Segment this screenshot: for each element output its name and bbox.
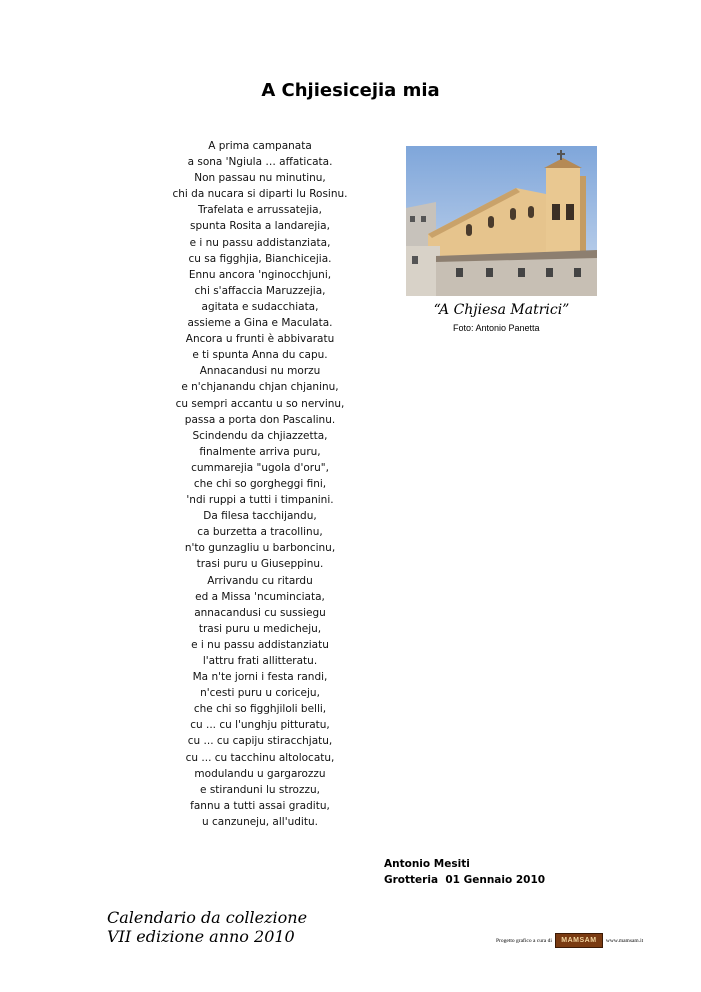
graphic-credits xyxy=(496,933,643,948)
poem-line: annacandusi cu sussiegu xyxy=(194,606,326,619)
calendar-line-2: VII edizione anno 2010 xyxy=(107,927,295,946)
poem-line: Ennu ancora 'nginocchjuni, xyxy=(188,268,332,281)
poem-line: u canzuneju, all'uditu. xyxy=(202,815,318,828)
poem-line: che chi so figghjiloli belli, xyxy=(193,703,327,716)
poem-line: finalmente arriva puru, xyxy=(199,445,321,458)
poem-line: spunta Rosita a landarejia, xyxy=(190,220,330,233)
poem-line: ca burzetta a tracollinu, xyxy=(197,526,323,539)
poem-line: e n'chjanandu chjan chjaninu, xyxy=(181,381,339,394)
poem-line: a sona 'Ngiula … affaticata. xyxy=(187,156,333,169)
poem-line: n'to gunzagliu u barboncinu, xyxy=(184,542,336,555)
poem-line: chi da nucara si diparti lu Rosinu. xyxy=(172,188,348,201)
poem-line: Scindendu da chjiazzetta, xyxy=(192,429,328,442)
poem-line: assieme a Gina e Maculata. xyxy=(187,317,333,330)
poem-line: cu ... cu l'unghju pitturatu, xyxy=(190,719,330,732)
poem-line: che chi so gorgheggi fini, xyxy=(193,477,327,490)
poem-line: cu sempri accantu u so nervinu, xyxy=(175,397,345,410)
poem-line: Non passau nu minutinu, xyxy=(194,172,326,185)
poem-line: trasi puru u medicheju, xyxy=(198,622,322,635)
place-date: Grotteria 01 Gennaio 2010 xyxy=(384,874,546,886)
poem-line: cu ... cu tacchinu altolocatu, xyxy=(185,751,335,764)
logo-text: MAMSAM xyxy=(561,937,597,944)
photo-caption: “A Chjiesa Matrici” xyxy=(433,302,570,318)
poem-line: Da filesa tacchijandu, xyxy=(203,510,317,523)
poem-line: cummarejia "ugola d'oru", xyxy=(191,461,329,474)
poem-line: fannu a tutti assai graditu, xyxy=(190,799,330,812)
poem-line: n'cesti puru u coriceju, xyxy=(200,687,320,700)
poem-line: e ti spunta Anna du capu. xyxy=(192,349,328,362)
poem-line: 'ndi ruppi a tutti i timpanini. xyxy=(186,494,334,507)
poem-line: passa a porta don Pascalinu. xyxy=(184,413,336,426)
calendar-line-1: Calendario da collezione xyxy=(107,908,308,927)
website-link[interactable]: www.mamsam.it xyxy=(605,937,644,944)
poem-line: e i nu passu addistanziata, xyxy=(189,236,331,249)
poem-line: cu sa figghjia, Bianchicejia. xyxy=(188,252,332,265)
poem-line: chi s'affaccia Maruzzejia, xyxy=(194,284,326,297)
calendar-edition xyxy=(107,908,307,946)
mamsam-logo-icon xyxy=(555,933,603,948)
poem-line: ed a Missa 'ncuminciata, xyxy=(195,590,325,603)
poem-line: trasi puru u Giuseppinu. xyxy=(196,558,324,571)
poem-line: Trafelata e arrussatejia, xyxy=(198,204,322,217)
credits-text: Progetto grafico a cura di xyxy=(496,937,552,944)
poem-line: modulandu u gargarozzu xyxy=(194,767,326,780)
poem-line: l'attru frati allitteratu. xyxy=(202,655,318,667)
poem-line: A prima campanata xyxy=(208,140,312,152)
church-photo xyxy=(406,146,597,296)
poem-line: Annacandusi nu morzu xyxy=(199,365,321,378)
church-photo-icon xyxy=(406,146,597,296)
poem-line: Ma n'te jorni i festa randi, xyxy=(192,671,328,684)
poem-line: cu ... cu capiju stiracchjatu, xyxy=(187,735,333,748)
poem xyxy=(150,138,370,830)
poem-line: Ancora u frunti è abbivaratu xyxy=(185,333,335,346)
page-title: A Chjiesicejia mia xyxy=(261,80,440,101)
poem-line: Arrivandu cu ritardu xyxy=(207,574,313,587)
author-name: Antonio Mesiti xyxy=(384,858,470,870)
poem-line: e stiranduni lu strozzu, xyxy=(200,783,320,796)
photo-credit: Foto: Antonio Panetta xyxy=(453,323,540,333)
signature xyxy=(384,856,545,888)
poem-line: agitata e sudacchiata, xyxy=(201,300,319,313)
poem-line: e i nu passu addistanziatu xyxy=(191,638,329,651)
